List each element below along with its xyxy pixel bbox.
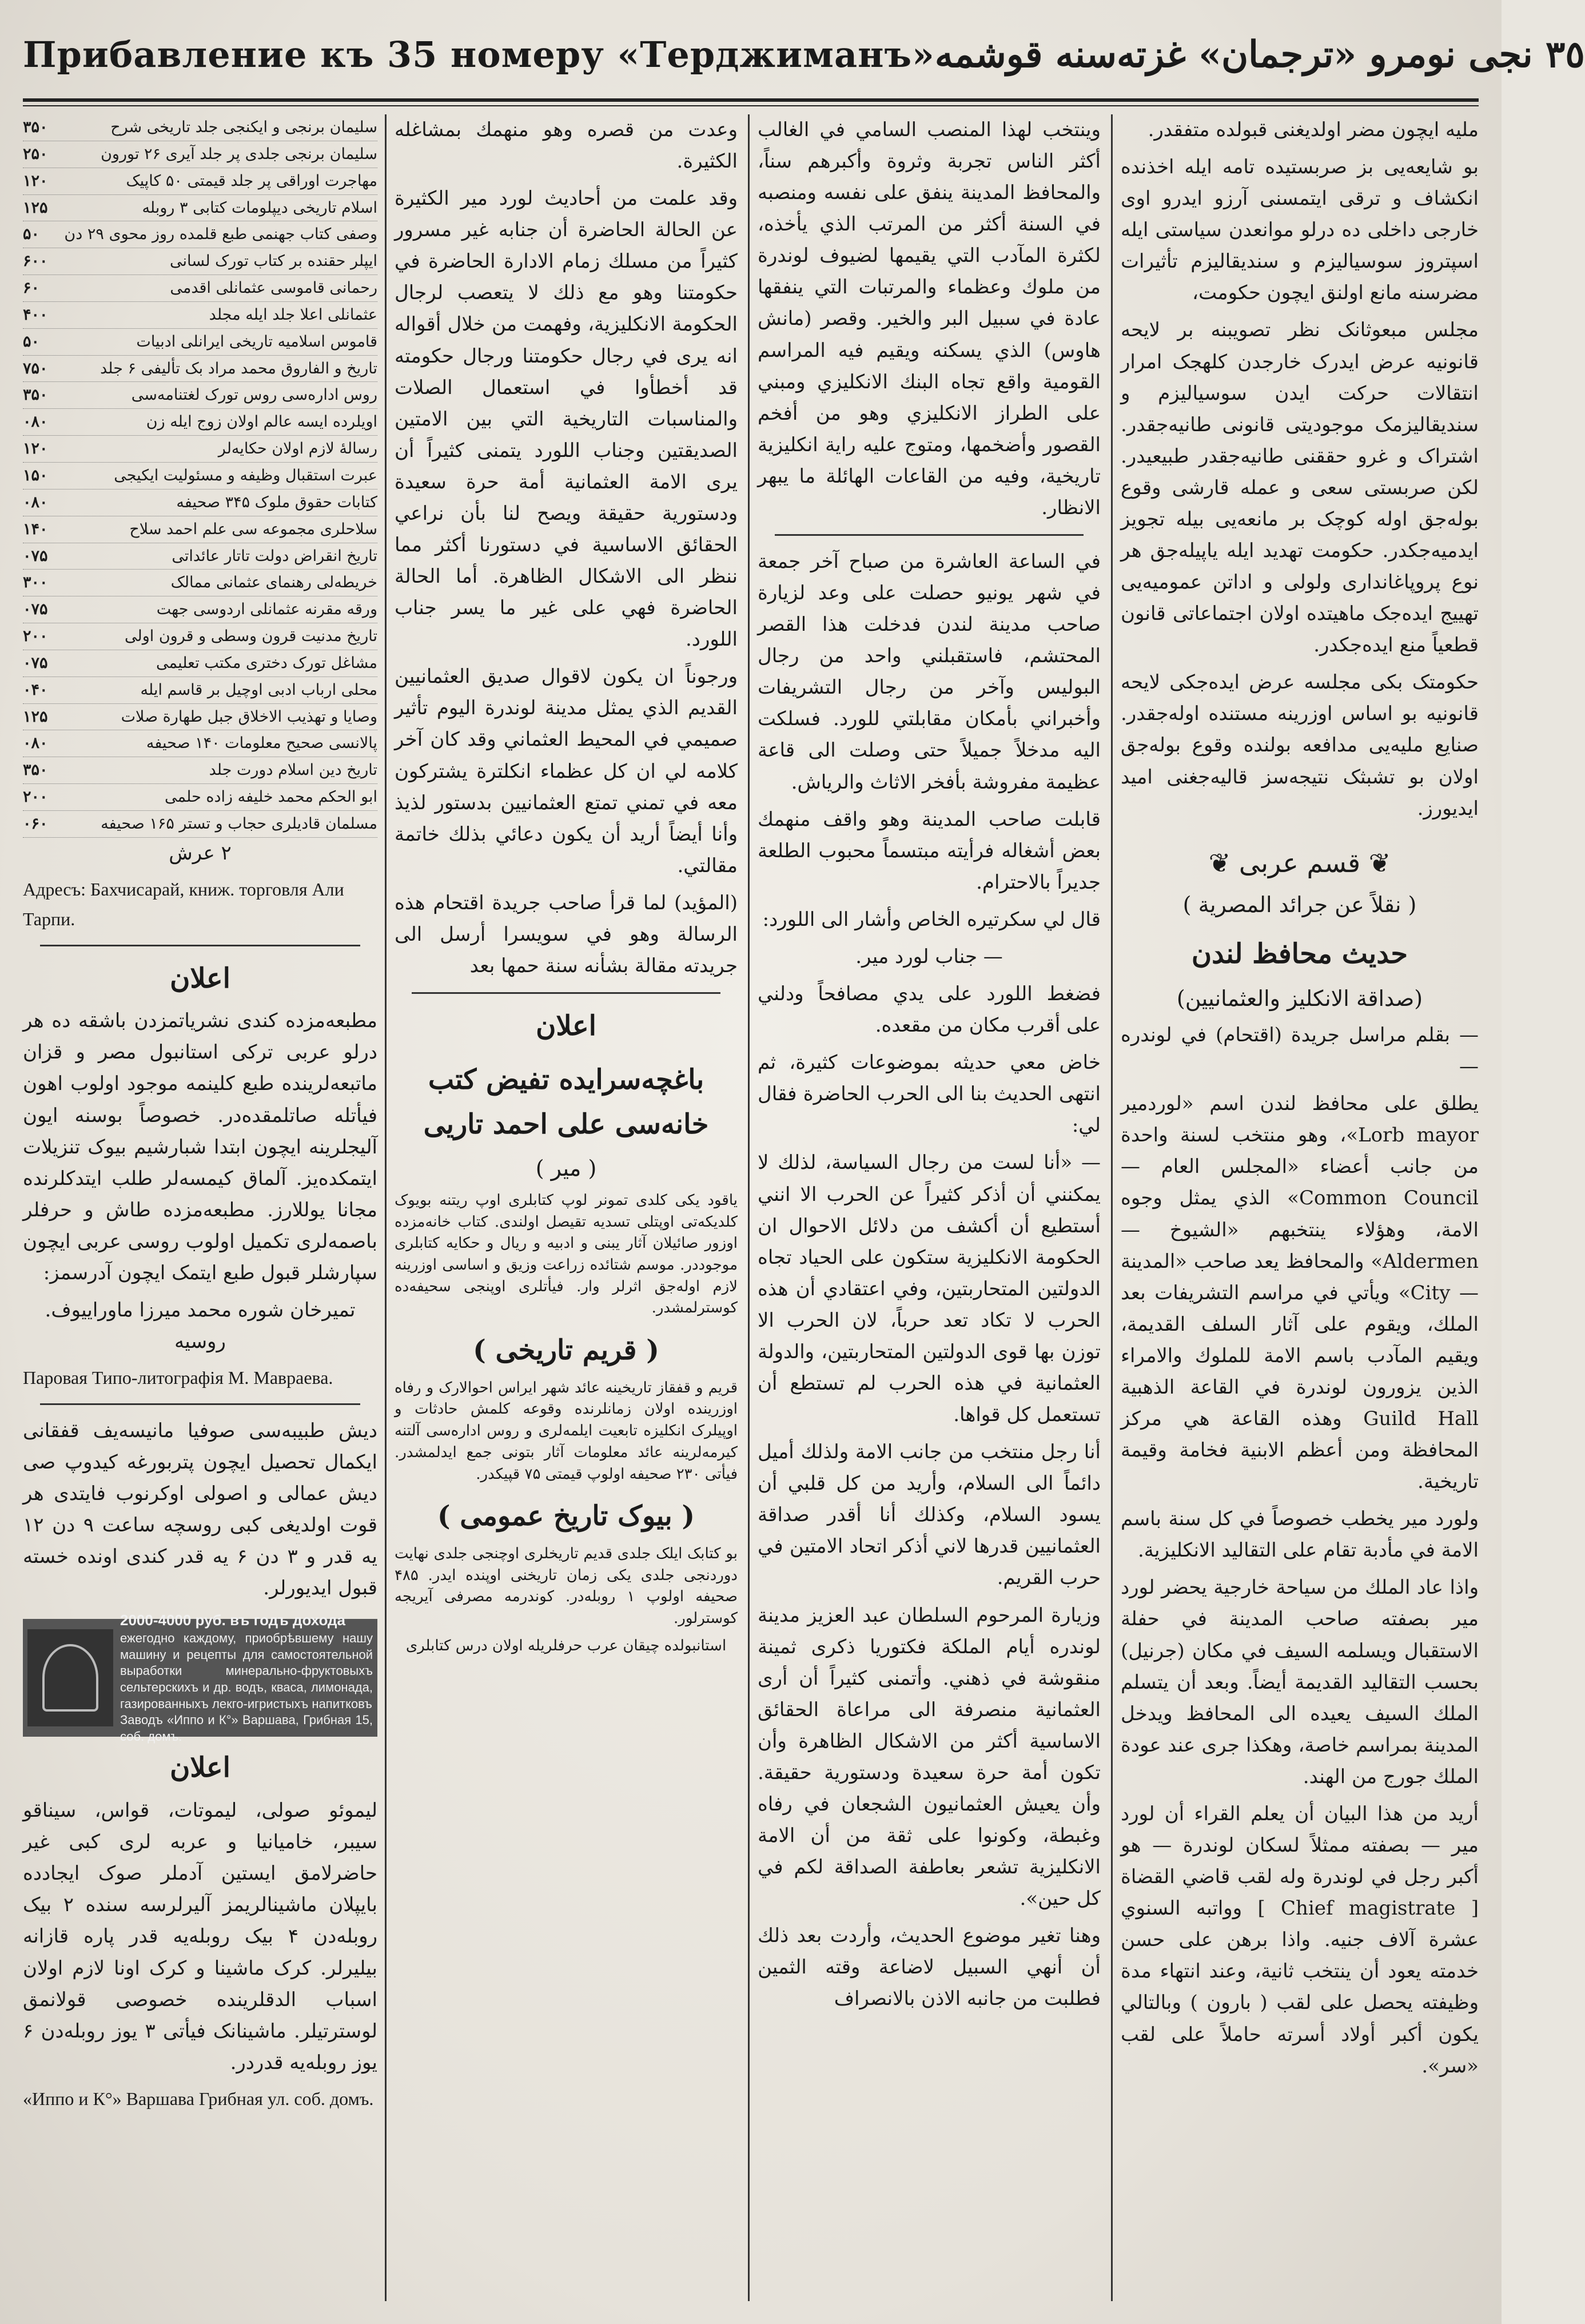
- price-value: ۰۷۵: [23, 600, 48, 619]
- bookshop-text: یاقود یکی کلدی تمونر لوپ کتابلری اوپ ریتنه بویوک کلدیکه‌تی اوپتلی تسدیه تقیصل اولندی. کتاب خانه‌مزده اوزور صائیلان آثار یبنی و ادبیه و ریال و حکایه کتابلری موجوددر. موسم شتائده زراعت وزیق و اساسی اوزرینه لازم اوله‌جق اثرلر وار. فیأتلری اوپنجی سحیفه‌ده کوسترلمشدر.: [395, 1191, 738, 1317]
- price-item: مشاغل تورک دختری مکتب تعلیمی: [156, 654, 377, 672]
- advertisement-label: اعلان: [536, 1010, 596, 1042]
- col2-paragraph: قابلت صاحب المدينة وهو واقف منهمك بعض أشغاله فرأيته مبتسماً محبوب الطلعة جديراً بالاحترام.: [758, 807, 1101, 894]
- price-item: پالانسی صحیح معلومات ۱۴۰ صحیفه: [146, 734, 377, 753]
- price-value: ۲۰۰: [23, 627, 48, 646]
- price-value: ۲۰۰: [23, 788, 48, 806]
- price-item: محلی ارباب ادبی اوچیل بر قاسم ایله: [140, 681, 377, 699]
- price-value: ۳۵۰: [23, 118, 48, 136]
- price-value: ۷۵۰: [23, 359, 48, 377]
- price-list-row: [23, 811, 377, 838]
- bookshop-title: باغچه‌سرایده تفیض کتب خانه‌سی علی احمد تاریی: [423, 1063, 709, 1140]
- price-list-row: [23, 356, 377, 383]
- col1-paragraph: بو شایعه‌یی بز صربستیده تامه ایله اخذنده انکشاف و ترقی ایتمسنی آرزو ایدرو اوی خارجی داخلی ده درلو موانعدن سیاستی ایله اسپتروز سوسیالیزم و سندیقالیزم تأثیرات مضرسنه مانع اولنق ایچون حکومت،: [1121, 156, 1479, 305]
- lemonade-ad-address: «Иппо и К°» Варшава Грибная ул. соб. домъ.: [23, 2088, 374, 2109]
- price-value: ۱۵۰: [23, 466, 48, 484]
- col2-paragraph: — «أنا لست من رجال السياسة، لذلك لا يمكنني أن أذكر كثيراً عن الحرب الا انني أستطيع أن أكشف من دلائل الاحوال ان الحكومة الانكليزية ستكون على الحياد تجاه الدولتين المتحاربتين، وفي اعتقادي أن هذه الحرب لا تكاد تعد حرباً، لان الحرب الا توزن بها قوى الدولتين المتحاربتين، والدولة العثمانية في هذه الحرب لم تستطع أن تستعمل كل قواها.: [758, 1151, 1101, 1427]
- col3-paragraph: (المؤيد) لما قرأ صاحب جريدة اقتحام هذه الرسالة وهو في سويسرا أرسل الى جريدته مقالة بشأنه سنة حمها بعد: [395, 891, 738, 978]
- dentist-notice: دیش طبیبه‌سی صوفیا مانیسه‌یف قفقانی ایکمال تحصیل ایچون پتربورغه کیدوپ صی دیش عمالی و اصولی اوکرنوب فایتدی هر قوت اولدیغی کبی روسچه ساعت ۹ دن ۱۲ یه قدر و ۳ دن ۶ یه قدر کندی اونده خسته قبول ایدیورلر.: [23, 1419, 377, 1600]
- price-item: خریطه‌لی رهنمای عثمانی ممالک: [170, 574, 377, 592]
- price-value: ۰۸۰: [23, 734, 48, 753]
- masthead-title-turkic: ٣٥ نجی نومرو «ترجمان» غزته‌سنه قوشمه: [934, 33, 1585, 76]
- col2-paragraph: خاض معي حديثه بموضوعات كثيرة، ثم انتهى الحديث بنا الى الحرب الحاضرة فقال لي:: [758, 1051, 1101, 1137]
- price-item: عبرت استقبال وظیفه و مسئولیت ایکیجی: [114, 466, 377, 484]
- price-value: ۶۰۰: [23, 252, 48, 270]
- column-1: [1121, 114, 1479, 2301]
- price-value: ۱۲۰: [23, 440, 48, 458]
- lemonade-ad-text: لیموئو صولی، لیموتات، قواس، سیناقو سیبر، خامیانیا و عربه لری کبی غیر حاضرلامق ایستین آدملر صوک ایجادده بایپلان ماشینالریمز آلیرلرسه سنده ۲ بیک روبله‌دن ۴ بیک روبله‌یه قدر پاره قازانه بیلیرلر. کرک ماشینا و کرک اونا لازم اولان اسباب الدقلرینده خصوصی قولانمق لوسترتیلر. ماشینانک فیأتی ۳ یوز روبله‌دن ۶ یوز روبله‌یه قدردر.: [23, 1799, 378, 2074]
- section-separator: [775, 534, 1084, 536]
- price-list-row: [23, 784, 377, 811]
- col2-paragraph: وزيارة المرحوم السلطان عبد العزيز مدينة لوندره أيام الملكة فكتوريا ذكرى ثمينة منقوشة في ذهني. وأتمنى كثيراً أن أرى العثمانية منصرفة الى مراعاة الحقائق الاساسية أكثر من الاشكال الظاهرة وأن تكون أمة حرة سعيدة ودستورية حقيقة. وأن يعيش العثمانيون الشجعان في رفاه وغبطة، وكونوا على ثقة من أن الامة الانكليزية تشعر بعاطفة الصداقة لكم في كل حين».: [758, 1603, 1101, 1911]
- price-list-row: [23, 516, 377, 543]
- price-value: ۱۴۰: [23, 520, 48, 538]
- price-item: سلاحلری مجموعه سی علم احمد سلاح: [129, 520, 377, 538]
- price-list-row: [23, 570, 377, 596]
- price-list-row: [23, 757, 377, 784]
- price-list-row: [23, 730, 377, 757]
- price-list-row: [23, 436, 377, 463]
- price-item: اویلرده ایسه عالم اولان زوج ایله زن: [146, 413, 377, 431]
- col3-paragraph: ورجوناً ان يكون لاقوال صديق العثمانيين القديم الذي يمثل مدينة لوندرة اليوم تأثير صميمي في المحيط العثماني وقد كان آخر كلامه لي ان كل عظماء انكلترة يشتركون معه في تمني تمتع العثمانيين بدستور لذيذ وأنا أيضاً أريد أن يكون دعائي بذلك خاتمة مقالتي.: [395, 665, 738, 877]
- print-notice-title: اعلان: [170, 962, 230, 994]
- column-divider: [748, 114, 750, 2301]
- print-notice-signature: تمیرخان شوره محمد میرزا ماوراییوف. روسیه: [45, 1298, 356, 1354]
- price-item: مهاجرت اوراقی پر جلد قیمتی ۵۰ کاپیک: [126, 172, 377, 190]
- col2-paragraph: في الساعة العاشرة من صباح آخر جمعة في شهر يونيو حصلت على وعد لزيارة صاحب مدينة لندن فدخلت هذا القصر المحتشم، فاستقبلني واحد من رجال البوليس وآخر من رجال التشريفات وأخبراني بأمكان مقابلتي للورد. فسلكت اليه مدخلاً جميلاً حتى وصلت الى قاعة عظيمة مفروشة بأفخر الاثاث والرياش.: [758, 550, 1101, 794]
- article-paragraph: — بقلم مراسل جريدة (اقتحام) في لوندره —: [1121, 1024, 1479, 1079]
- section-title-text: قسم عربی: [1238, 847, 1361, 878]
- machine-illustration: [27, 1629, 113, 1726]
- price-value: ۵۰: [23, 332, 40, 351]
- price-value: ۱۲۵: [23, 707, 48, 726]
- price-item: سلیمان برنجی و ایکنجی جلد تاریخی شرح: [110, 118, 377, 136]
- price-item: ورقه مقرنه عثمانلی اردوسی جهت: [156, 600, 377, 619]
- col3-paragraph: وعدت من قصره وهو منهمك بمشاغله الكثيرة.: [395, 118, 738, 173]
- col2-paragraph: وهنا تغير موضوع الحديث، وأردت بعد ذلك أن أنهي السبيل لاضاعة وقته الثمين فطلبت من جانبه الاذن بالانصراف: [758, 1924, 1101, 2011]
- masthead-title-russian: Прибавление къ 35 номеру «Терджиманъ»: [23, 33, 935, 75]
- book-world-history-text: بو کتابک ایلک جلدی قدیم تاریخلری اوچنجی جلدی نهایت دوردنجی جلدی یکی زمان تاریخنی اوپنده ایدر. ۴۸۵ صحیفه اولوپ ۱ روبله‌در. کوندرمه مصرفی آیریجه کوسترلور.: [395, 1545, 738, 1627]
- col1-paragraph: مجلس مبعوثانک نظر تصویبنه بر لایحه قانونیه عرض ایدرک خارجدن کلهجک امرار انتقالات حرکت ایدن سوسیالیزم و سندیقالیزمک موجودیتی قانونی طانیه‌جقدر. اشتراک و غرو حققنی طانیه‌جقدر طبیعیدر. لکن صربستی سعی و عمله قارشی وقوع بوله‌جق اوله کوچک بر مانعه‌یی بیله تجویز ایدمیه‌جکدر. حکومت تهدید ایله یاپیله‌جق هر نوع پروپاغانداری ولولی و اداتن عمومیه‌یی تهییج ایده‌جک ماهیتده اولان اجتماعاتی قانون قطعیاً منع ایده‌جکدر.: [1121, 319, 1479, 657]
- article-paragraph: أريد من هذا البيان أن يعلم القراء أن لورد مير — بصفته ممثلاً لسكان لوندرة — هو أكبر رجل في لوندرة وله لقب قاضي القضاة [ Chief magistrate ] وواتبه السنوي عشرة آلاف جنيه. واذا برهن على حسن خدمته يعود أن ينتخب ثانية، وعند انتهاء مدة وظيفته يحصل على لقب ( بارون ) وبالتالي يكون أكبر أولاد أسرته حاملاً على لقب «سر».: [1121, 1802, 1479, 2078]
- column-2: [758, 114, 1101, 2301]
- price-item: وصایا و تهذیب الاخلاق جبل طهارة صلات: [121, 707, 377, 726]
- price-value: ۵۰: [23, 225, 40, 244]
- print-notice-text: مطبعه‌مزده کندی نشریاتمزدن باشقه ده هر درلو عربی ترکی استانبول مصر و قزان ماتبعه‌لرینده طبع کلینمه موجود اولوب اهون فیأتله صاتلمقده‌در. خصوصاً بوسنه ایون آلیجلرینه ایچون ابتدا شبارشیم بیوک تنزیلات ایتمکده‌یز. آلماق کیمسه‌لر طلب ایتدکلرنده مجانا یوللارز. مطبعه‌مزده طاش و حرفلر باصمه‌لری تکمیل اولوب روسی عربی ایچون سپارشلر قبول طبع ایتمک ایچون آدرسمز:: [23, 1009, 377, 1284]
- machine-ad-text: [120, 1611, 373, 1745]
- price-value: ۳۵۰: [23, 761, 48, 779]
- bookshop-address-russian: Адресъ: Бахчисарай, книж. торговля Али Тарпи.: [23, 878, 344, 929]
- col1-paragraph: مليه ایچون مضر اولدیغنی قبولده متفقدر.: [1148, 118, 1479, 141]
- article-paragraph: ولورد مير يخطب خصوصاً في كل سنة باسم الامة في مأدبة تقام على التقاليد الانكليزية.: [1121, 1507, 1479, 1562]
- col3-paragraph: وقد علمت من أحاديث لورد مير الكثيرة عن الحالة الحاضرة أن جنابه غير مسرور كثيراً من مسلك زمام الادارة الحاضرة في حكومتنا وهو مع ذلك لا يتعصب لرجال الحكومة الانكليزية، وفهمت من خلال أقواله انه يرى في رجال حكومتنا ورجال حكومته قد أخطأوا في استعمال الصلات والمناسبات التاريخية التي بين الامتين الصديقتين وجناب اللورد يتمنى كثيراً أن يرى الامة العثمانية أمة حرة سعيدة ودستورية حقيقة ويصح لنا بأن نراعي الحقائق الاساسية في دستورنا أكثر مما ننظر الى الاشكال الظاهرة. أما الحالة الحاضرة فهي على غير ما يسر جناب اللورد.: [395, 187, 738, 651]
- price-item: رسالۀ لازم اولان حکایه‌لر: [218, 440, 377, 458]
- ornament-icon: ❦: [1208, 847, 1239, 878]
- print-house-russian: Паровая Типо-литографія М. Мавраева.: [23, 1367, 333, 1388]
- book-price-list: [23, 114, 377, 838]
- price-item: سلیمان برنجی جلدی پر جلد آیری ۲۶ تورون: [101, 145, 377, 163]
- machine-ad-title: 2000-4000 руб. въ годъ дохода: [120, 1611, 345, 1629]
- price-value: ۰۸۰: [23, 413, 48, 431]
- price-value: ۰۷۵: [23, 654, 48, 672]
- price-value: ۳۵۰: [23, 386, 48, 404]
- price-list-row: [23, 650, 377, 677]
- column-4: [23, 114, 377, 2301]
- price-list-row: [23, 704, 377, 731]
- masthead-rule-thin: [23, 105, 1479, 106]
- price-item: ابو الحکم محمد خلیفه زاده حلمی: [165, 788, 377, 806]
- bookshop-subtitle: ( مير ): [535, 1156, 597, 1181]
- price-value: ۱۲۰: [23, 172, 48, 190]
- price-list-row: [23, 490, 377, 516]
- article-subtitle: (صداقة الانكليز والعثمانيين): [1176, 985, 1423, 1011]
- price-value: ۰۶۰: [23, 814, 48, 833]
- ornament-icon: ❦: [1360, 847, 1391, 878]
- price-list-row: [23, 302, 377, 329]
- column-3: [395, 114, 738, 2301]
- price-list-row: [23, 463, 377, 490]
- machine-ad-address: Заводъ «Иппо и К°» Варшава, Грибная 15, соб. домъ.: [120, 1713, 373, 1744]
- price-value: ۰۷۵: [23, 547, 48, 565]
- machine-icon: [42, 1644, 98, 1712]
- price-list-row: [23, 543, 377, 570]
- price-value: ۱۲۵: [23, 198, 48, 217]
- col2-paragraph: فضغط اللورد على يدي مصافحاً ودلني على أقرب مكان من مقعده.: [758, 982, 1101, 1037]
- price-item: کتابات حقوق ملوک ۳۴۵ صحیفه: [176, 493, 377, 511]
- masthead-rule: [23, 98, 1479, 102]
- col2-paragraph: أنا رجل منتخب من جانب الامة ولذلك أميل دائماً الى السلام، وأريد من كل قلبي أن يسود السلام، وكذلك أنا أقدر صداقة العثمانيين قدرها لاني أذكر اتحاد الامتين في حرب القريم.: [758, 1440, 1101, 1590]
- price-list-row: [23, 275, 377, 302]
- price-list-row: [23, 623, 377, 650]
- price-list-row: [23, 195, 377, 222]
- price-list-row: [23, 596, 377, 623]
- book-crimea-history-text: قریم و قفقاز تاریخینه عائد شهر ایراس احوالارک و رفاه اوزرینده اولان زمانلرنده وقوعه کلمش حادثات و اوپیلرک انکلیزه تابعیت ایلمه‌لری و روس اداره‌سی آلتنه کیرمه‌لرینه عائد معلومات آثار بتونی جمع ایدلمشدر. فیأتی ۲۳۰ صحیفه اولوپ قیمتی ۷۵ قپیکدر.: [395, 1379, 738, 1483]
- col2-paragraph: وينتخب لهذا المنصب السامي في الغالب أكثر الناس تجربة وثروة وأكبرهم سناً، والمحافظ المدينة ينفق على نفسه ومنصبه في السنة أكثر من المرتب الذي يأخذه، لكثرة المآدب التي يقيمها لضيوف لوندرة من ملوك وعظماء والمرتبات التي ينفقها عادة في سبيل البر والخير. وقصر (مانش هاوس) الذي يسكنه ويقيم فيه المراسم القومية واقع تجاه البنك الانكليزي ومبني على الطراز الانكليزي وهو من أفخم القصور وأضخمها، ومتوج عليه راية انكليزية تاريخية، وفيه من القاعات الهائلة ما يبهر الانظار.: [758, 118, 1101, 519]
- price-list-row: [23, 382, 377, 409]
- price-item: عثمانلی اعلا جلد ایله مجلد: [209, 305, 377, 324]
- price-value: ۴۰۰: [23, 305, 48, 324]
- price-item: مسلمان قادیلری حجاب و تستر ۱۶۵ صحیفه: [101, 814, 377, 833]
- price-item: اسلام تاریخی دیپلومات کتابی ۳ روبله: [142, 198, 377, 217]
- price-item: قاموس اسلامیه تاریخی ایرانلی ادبیات: [136, 332, 377, 351]
- price-value: ۳۰۰: [23, 574, 48, 592]
- section-source: ( نقلاً عن جرائد المصرية ): [1182, 892, 1417, 918]
- masthead: [23, 11, 1585, 97]
- col1-paragraph: حکومتک بکی مجلسه عرض ایده‌جکی لایحه قانونیه بو اساس اوزرینه مستنده اوله‌جقدر. صنایع ملیه‌یی مدافعه بولنده وقوع بوله‌جق اولان بو تشبثک نتیجه‌سز قالیه‌جغنی امید ایدیورز.: [1121, 671, 1479, 820]
- machine-ad-body: ежегодно каждому, приобрѣвшему нашу машину и рецепты для самостоятельной выработки минерально-фруктовыхъ сельтерскихъ и др. водъ, кваса, лимонада, газированныхъ лекго-игристыхъ напитковъ: [120, 1631, 373, 1711]
- price-item: رحمانی قاموسی عثمانلی اقدمی: [170, 279, 377, 297]
- article-paragraph: واذا عاد الملك من سياحة خارجية يحضر لورد مير بصفته صاحب المدينة في حفلة الاستقبال ويسلمه السيف في مكان (جرنيل) بحسب التقاليد القديمة أيضاً. وبعد أن يتسلم الملك السيف يعيده الى المحافظ ويدخل المدينة بمراسم خاصة، وهكذا جرى عند عودة الملك جورج من الهند.: [1121, 1576, 1479, 1788]
- price-item: ایپلر حقنده بر کتاب تورک لسانی: [169, 252, 377, 270]
- price-item: روس اداره‌سی روس تورک لغتنامه‌سی: [131, 386, 377, 404]
- lemonade-ad-title: اعلان: [170, 1752, 230, 1784]
- price-list-row: [23, 168, 377, 195]
- price-list-row: [23, 677, 377, 704]
- book-world-history-title: ( بیوک تاریخ عمومی ): [437, 1500, 695, 1533]
- price-item: تاریخ مدنیت قرون وسطی و قرون اولی: [125, 627, 377, 646]
- book-crimea-history-title: ( قريم تاریخی ): [473, 1334, 659, 1367]
- price-list-row: [23, 114, 377, 141]
- section-separator: [40, 945, 360, 946]
- price-list-row: [23, 248, 377, 275]
- col2-paragraph: — جناب لورد مير.: [855, 945, 1003, 968]
- price-item: تاریخ و الفاروق محمد مراد بک تألیفی ۶ جلد: [100, 359, 377, 377]
- price-value: ۰۴۰: [23, 681, 48, 699]
- column-divider: [1111, 114, 1113, 2301]
- col2-paragraph: قال لي سكرتيره الخاص وأشار الى اللورد:: [762, 908, 1101, 931]
- article-paragraph: يطلق على محافظ لندن اسم «لوردمير Lorb mayor»، وهو منتخب لسنة واحدة من جانب أعضاء «المجلس العام — Common Council» الذي يمثل وجوه الامة، وهؤلاء ينتخبهم «الشيوخ — Aldermen» والمحافظ يعد صاحب «المدينة — City» ويأتي في مراسم التشريفات بعد الملك، ويقوم على آثار السلف القديمة، ويقيم المآدب باسم الامة للملوك والامراء الذين يزورون لوندرة في القاعة الذهبية Guild Hall وهذه القاعة هي مركز المحافظة ومن أعظم الابنية فخامة وقيمة تاريخية.: [1121, 1092, 1479, 1494]
- price-value: ۲۵۰: [23, 145, 48, 163]
- machine-advertisement: [23, 1611, 377, 1744]
- price-list-row: [23, 141, 377, 168]
- section-separator: [412, 992, 720, 994]
- column-divider: [385, 114, 387, 2301]
- price-list-row: [23, 221, 377, 248]
- article-title: حديث محافظ لندن: [1191, 937, 1408, 970]
- price-value: ۶۰: [23, 279, 40, 297]
- section-separator: [40, 1403, 360, 1405]
- price-item: تاریخ دین اسلام دورت جلد: [209, 761, 377, 779]
- price-list-row: [23, 409, 377, 436]
- price-item: تاریخ انقراض دولت تاتار عائداتی: [172, 547, 377, 565]
- price-item: وصفی کتاب جهنمی طبع قلمده روز محوی ۲۹ دن: [64, 225, 377, 244]
- list-signature: ۲ عرش: [169, 841, 232, 865]
- price-value: ۰۸۰: [23, 493, 48, 511]
- book-footer-note: استانبولده چیقان عرب حرفلریله اولان درس کتابلری: [405, 1637, 727, 1654]
- price-list-row: [23, 329, 377, 356]
- section-title-arabic: [1121, 842, 1479, 885]
